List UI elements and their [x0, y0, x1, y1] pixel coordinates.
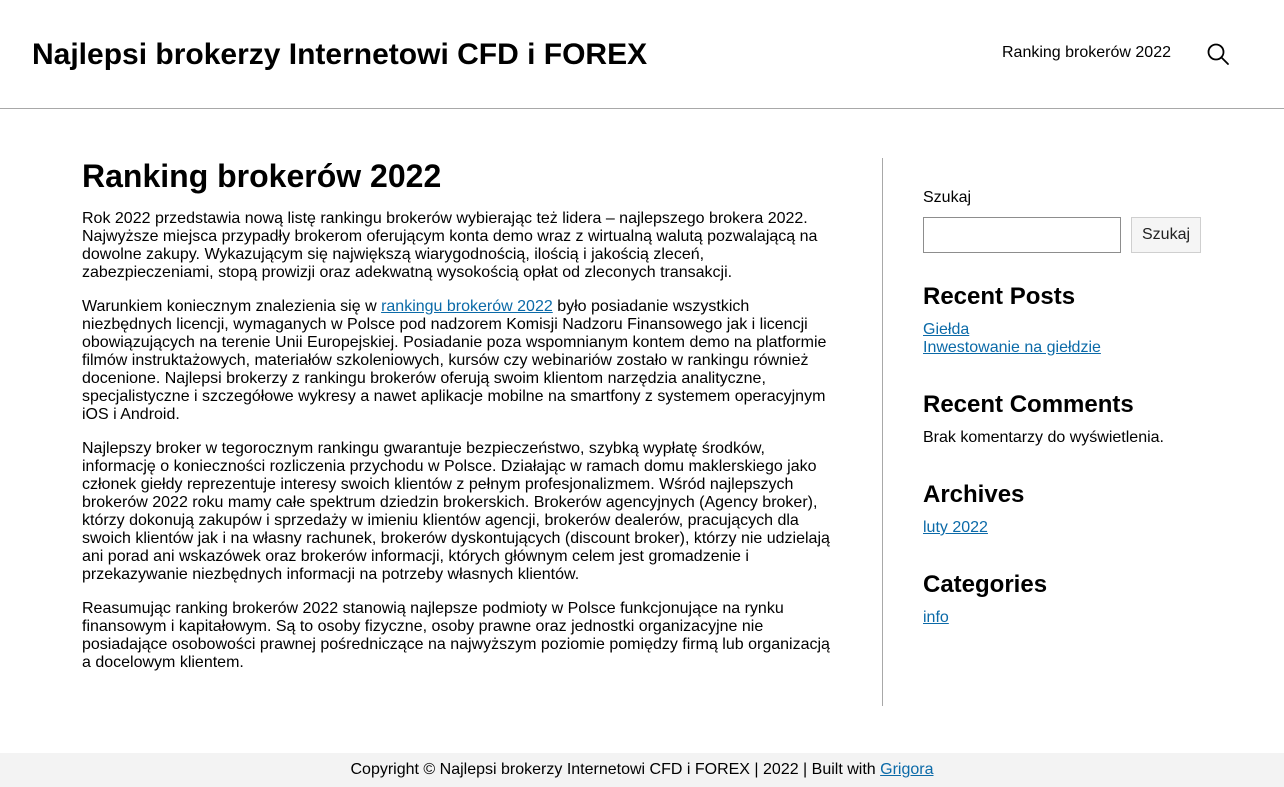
- content-divider: [882, 158, 883, 706]
- list-item: [923, 321, 1223, 339]
- footer-copyright: Copyright © Najlepsi brokerzy Internetowi CFD i FOREX | 2022 | Built with: [350, 761, 881, 778]
- archive-link-luty-2022[interactable]: luty 2022: [923, 519, 988, 536]
- recent-posts-title: Recent Posts: [923, 283, 1076, 310]
- site-title[interactable]: Najlepsi brokerzy Internetowi CFD i FOREX: [32, 38, 648, 71]
- recent-posts-list: [923, 321, 1223, 357]
- search-button[interactable]: Szukaj: [1131, 217, 1201, 253]
- sidebar: [923, 188, 1223, 661]
- paragraph-4: Reasumując ranking brokerów 2022 stanowią najlepsze podmioty w Polsce funkcjonujące na rynku finansowym i kapitałowym. Są to osoby fizyczne, osoby prawne oraz jednostki organizacyjne nie posiadające osobowości prawnej pośredniczące na najwyższym poziomie pomiędzy firmą lub organizacją a docelowym klientem.: [82, 600, 830, 671]
- paragraph-2: [82, 298, 838, 424]
- categories-widget: [923, 571, 1223, 627]
- archives-list: [923, 519, 1223, 537]
- paragraph-2-start: Warunkiem koniecznym znalezienia się w: [82, 298, 382, 315]
- nav-link-ranking[interactable]: Ranking brokerów 2022: [1002, 44, 1171, 61]
- search-form: [923, 217, 1223, 253]
- search-label: Szukaj: [923, 189, 972, 206]
- site-header: [0, 0, 1284, 109]
- recent-comments-widget: [923, 391, 1223, 447]
- recent-comments-title: Recent Comments: [923, 391, 1134, 418]
- no-comments-text: Brak komentarzy do wyświetlenia.: [923, 429, 1164, 446]
- paragraph-3: Najlepszy broker w tegorocznym rankingu gwarantuje bezpieczeństwo, szybką wypłatę środków, informację o konieczności rozliczenia przychodu w Polsce. Działając w ramach domu maklerskiego jako członek giełdy reprezentuje interesy swoich klientów z pełnym profesjonalizmem. Wśród najlepszych brokerów 2022 roku mamy całe spektrum dziedzin brokerskich. Brokerów agencyjnych (Agency broker), którzy dokonują zakupów i sprzedaży w imieniu klientów agencji, brokerów dealerów, pracujących dla swoich klientów jak i na własny rachunek, brokerów dyskontujących (discount broker), którzy nie udzielają ani porad ani wskazówek oraz brokerów informacji, których głównym celem jest gromadzenie i przekazywanie niezbędnych informacji na potrzeby własnych klientów.: [82, 440, 830, 583]
- post-link-gielda[interactable]: Giełda: [923, 321, 970, 338]
- recent-posts-widget: [923, 283, 1223, 357]
- archives-title: Archives: [923, 481, 1025, 508]
- search-icon[interactable]: [1206, 42, 1230, 66]
- archives-widget: [923, 481, 1223, 537]
- page-title: Ranking brokerów 2022: [82, 158, 442, 194]
- post-link-inwestowanie[interactable]: Inwestowanie na giełdzie: [923, 339, 1101, 356]
- ranking-link[interactable]: rankingu brokerów 2022: [381, 298, 553, 315]
- footer-link-grigora[interactable]: Grigora: [880, 761, 934, 778]
- search-input[interactable]: [923, 217, 1121, 253]
- categories-title: Categories: [923, 571, 1048, 598]
- list-item: [923, 339, 1223, 357]
- category-link-info[interactable]: info: [923, 609, 949, 626]
- list-item: [923, 609, 1223, 627]
- site-footer: [0, 753, 1284, 787]
- categories-list: [923, 609, 1223, 627]
- main-content: [82, 158, 838, 688]
- paragraph-2-end: było posiadanie wszystkich niezbędnych licencji, wymaganych w Polsce pod nadzorem Komisji Nadzoru Finansowego jak i licencji obowiązujących na terenie Unii Europejskiej. Posiadanie poza wspomnianym kontem demo na platformie filmów instruktażowych, materiałów szkoleniowych, kursów czy webinariów zostało w rankingu również docenione. Najlepsi brokerzy z rankingu brokerów oferują swoim klientom narzędzia analityczne, specjalistyczne i szczegółowe wykresy a nawet aplikacje mobilne na smartfony z systemem operacyjnym iOS i Android.: [82, 298, 827, 423]
- paragraph-1: Rok 2022 przedstawia nową listę rankingu brokerów wybierając też lidera – najlepszego brokera 2022. Najwyższe miejsca przypadły brokerom oferującym konta demo wraz z wirtualną walutą pozwalającą na dowolne zakupy. Wykazującym się największą wiarygodnością, ilością i jakością zleceń, zabezpieczeniami, stopą prowizji oraz adekwatną wysokością opłat od zleconych transakcji.: [82, 210, 818, 281]
- list-item: [923, 519, 1223, 537]
